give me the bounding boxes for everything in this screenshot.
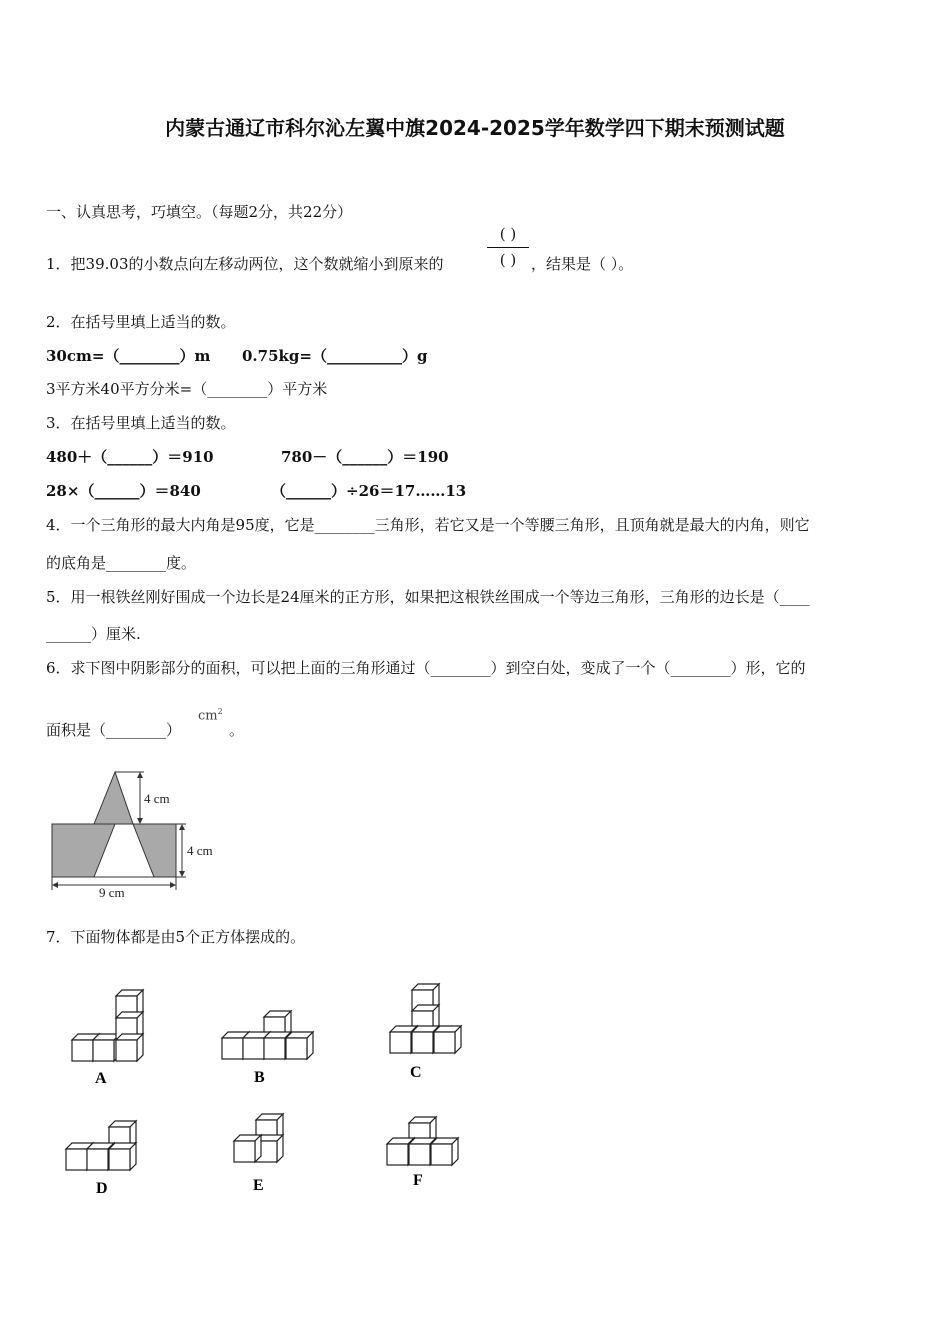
shaded-area-figure bbox=[44, 766, 230, 902]
cube-views-figure bbox=[0, 970, 520, 1210]
question-5-line-2: ______）厘米. bbox=[46, 625, 141, 643]
fraction-denominator: ( ) bbox=[499, 251, 517, 269]
question-6-line-1: 6．求下图中阴影部分的面积，可以把上面的三角形通过（________）到空白处，变成了一个（________）形，它的 bbox=[46, 659, 806, 677]
cube-group-c bbox=[390, 984, 461, 1053]
question-3-blank-4[interactable]: （______）÷26＝17……13 bbox=[271, 482, 467, 500]
section-heading: 一、认真思考，巧填空。（每题2分，共22分） bbox=[46, 203, 353, 221]
label-b: B bbox=[254, 1069, 265, 1086]
question-4-line-2: 的底角是________度。 bbox=[46, 554, 197, 572]
question-2-blank-area[interactable]: 3平方米40平方分米=（________）平方米 bbox=[46, 380, 328, 398]
question-7-stem: 7．下面物体都是由5个正方体摆成的。 bbox=[46, 928, 306, 946]
unit-cm2: $cm^2$ bbox=[198, 707, 223, 724]
label-e: E bbox=[253, 1177, 264, 1194]
cube-group-f bbox=[387, 1117, 458, 1165]
fraction-bar bbox=[487, 247, 529, 248]
label-d: D bbox=[96, 1180, 108, 1197]
fraction-blank[interactable] bbox=[487, 225, 529, 270]
label-c: C bbox=[410, 1064, 422, 1081]
shaded-triangle bbox=[94, 772, 133, 824]
cube-group-e bbox=[234, 1114, 283, 1162]
label-triangle-height: 4 cm bbox=[144, 791, 170, 806]
label-rect-height: 4 cm bbox=[187, 843, 213, 858]
label-width: 9 cm bbox=[99, 885, 125, 900]
fraction-numerator: ( ) bbox=[499, 225, 517, 243]
cube-group-b bbox=[222, 1011, 313, 1059]
question-3-blank-3[interactable]: 28×（______）＝840 bbox=[46, 482, 201, 500]
question-2-blank-g[interactable]: 0.75kg=（__________）g bbox=[242, 347, 428, 365]
shaded-base-region bbox=[133, 824, 176, 877]
question-2-blank-m[interactable]: 30cm=（________）m bbox=[46, 347, 211, 365]
cube-group-d bbox=[66, 1121, 136, 1170]
question-1-tail: ，结果是（ ）。 bbox=[531, 255, 634, 273]
question-3-blank-2[interactable]: 780－（______）＝190 bbox=[281, 448, 449, 466]
question-1-text: 1．把39.03的小数点向左移动两位，这个数就缩小到原来的 bbox=[46, 255, 444, 273]
page-title: 内蒙古通辽市科尔沁左翼中旗2024-2025学年数学四下期末预测试题 bbox=[165, 116, 785, 140]
question-3-stem: 3．在括号里填上适当的数。 bbox=[46, 414, 236, 432]
question-6-line-2: 面积是（________） bbox=[46, 721, 182, 739]
label-a: A bbox=[95, 1070, 107, 1087]
question-5-line-1: 5．用一根铁丝刚好围成一个边长是24厘米的正方形，如果把这根铁丝围成一个等边三角形，三角形的边长是（____ bbox=[46, 588, 810, 606]
question-3-blank-1[interactable]: 480＋（______）＝910 bbox=[46, 448, 214, 466]
question-6-period: 。 bbox=[229, 721, 245, 739]
cube-group-a bbox=[72, 990, 143, 1061]
question-2-stem: 2．在括号里填上适当的数。 bbox=[46, 313, 236, 331]
question-4-line-1: 4．一个三角形的最大内角是95度，它是________三角形，若它又是一个等腰三角形，且顶角就是最大的内角，则它 bbox=[46, 516, 810, 534]
label-f: F bbox=[413, 1172, 423, 1189]
shaded-base-region bbox=[52, 824, 115, 877]
